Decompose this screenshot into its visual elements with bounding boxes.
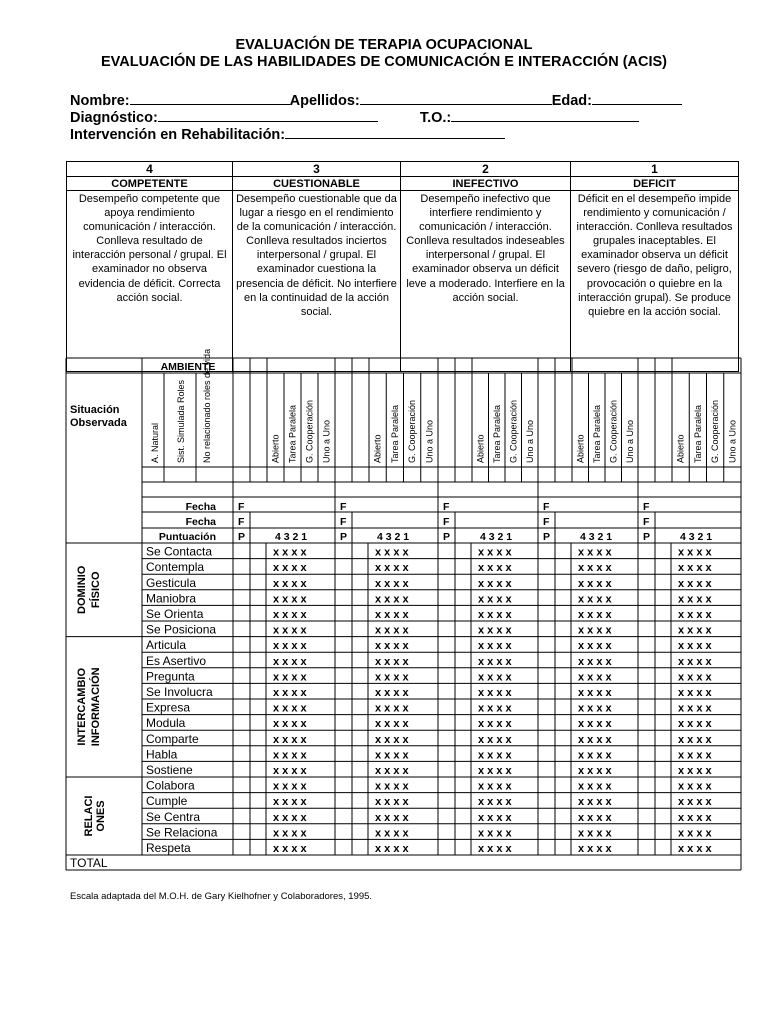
item-label: Es Asertivo [146,653,207,668]
item-x-marks[interactable]: x x x x [478,609,512,621]
item-x-marks[interactable]: x x x x [273,624,307,637]
item-x-marks[interactable]: x x x x [375,577,409,590]
scale-desc-deficit: Déficit en el desempeño impide rendimiento y comunicación / interacción. Conlleva resultados grupales inaceptables. El examinador observa un déficit severo (riesgo de daño, peligro, provocación o quiebre en la interacción grupal). Se produce quiebre en la acción social. [571,191,739,372]
ambiente-header: AMBIENTE [160,361,216,373]
item-x-marks[interactable]: x x x x [273,562,307,575]
situation-label: Abierto [475,434,486,463]
situation-label: Uno a Uno [624,419,635,463]
item-x-marks[interactable]: x x x x [578,733,612,746]
item-x-marks[interactable]: x x x x [578,780,612,793]
fecha-f-mark: F [443,516,450,528]
item-x-marks[interactable]: x x x x [273,609,307,621]
item-x-marks[interactable]: x x x x [273,796,307,809]
item-x-marks[interactable]: x x x x [273,780,307,793]
score-digits: 4 3 2 1 [680,531,713,543]
situation-label: Tarea Paralela [389,404,400,463]
situation-label: Tarea Paralela [692,404,703,463]
scale-level-deficit: DEFICIT [571,177,739,191]
item-x-marks[interactable]: x x x x [478,718,512,731]
item-label: Expresa [146,700,191,715]
situation-label: Abierto [270,434,281,463]
scale-level-competente: COMPETENTE [67,177,233,191]
situation-label: Tarea Paralela [287,404,298,463]
item-x-marks[interactable]: x x x x [375,702,409,715]
fecha-f-mark: F [643,516,650,528]
item-x-marks[interactable]: x x x x [478,562,512,575]
item-label: Habla [146,747,178,762]
item-x-marks[interactable]: x x x x [678,577,712,590]
nombre-label: Nombre: [70,93,130,109]
item-x-marks[interactable]: x x x x [375,671,409,684]
domain-label: INTERCAMBIO [76,667,88,746]
item-label: Se Orienta [146,607,204,621]
item-x-marks[interactable]: x x x x [273,843,307,855]
item-x-marks[interactable]: x x x x [273,593,307,606]
scale-desc-inefectivo: Desempeño inefectivo que interfiere rendimiento y comunicación / interacción. Conlleva resultados indeseables interpersonal / grupal. El examinador observa un déficit leve a moderado. Interfiere en la acción social. [401,191,571,372]
item-x-marks[interactable]: x x x x [375,827,409,840]
item-x-marks[interactable]: x x x x [478,843,512,855]
edad-label: Edad: [551,93,592,109]
item-x-marks[interactable]: x x x x [375,609,409,621]
situacion-label: Situación [70,404,120,416]
puntuacion-p-mark: P [543,531,551,543]
item-label: Se Contacta [146,544,213,559]
apellidos-label: Apellidos: [289,93,360,109]
item-x-marks[interactable]: x x x x [273,546,307,559]
situation-label: Tarea Paralela [591,404,602,463]
item-x-marks[interactable]: x x x x [678,733,712,746]
item-x-marks[interactable]: x x x x [578,827,612,840]
item-x-marks[interactable]: x x x x [678,546,712,559]
situation-label: Abierto [575,434,586,463]
item-label: Modula [146,716,186,731]
item-x-marks[interactable]: x x x x [678,702,712,715]
item-x-marks[interactable]: x x x x [375,843,409,855]
item-x-marks[interactable]: x x x x [678,640,712,653]
item-x-marks[interactable]: x x x x [375,593,409,606]
item-x-marks[interactable]: x x x x [375,733,409,746]
situation-label: Abierto [372,434,383,463]
item-x-marks[interactable]: x x x x [578,609,612,621]
item-label: Se Involucra [146,685,213,699]
puntuacion-label: Puntuación [158,531,216,543]
footer-note: Escala adaptada del M.O.H. de Gary Kielhofner y Colaboradores, 1995. [70,891,373,902]
item-x-marks[interactable]: x x x x [375,562,409,575]
puntuacion-p-mark: P [340,531,348,543]
fecha-f-mark: F [543,501,550,513]
item-x-marks[interactable]: x x x x [578,671,612,684]
item-x-marks[interactable]: x x x x [678,671,712,684]
item-label: Colabora [146,778,195,793]
item-label: Se Centra [146,809,201,824]
total-label: TOTAL [70,856,108,870]
puntuacion-p-mark: P [238,531,246,543]
scale-num-3: 3 [233,162,401,177]
item-x-marks[interactable]: x x x x [478,796,512,809]
item-label: Articula [146,638,187,653]
item-label: Se Relaciona [146,825,218,840]
item-x-marks[interactable]: x x x x [273,811,307,824]
item-x-marks[interactable]: x x x x [678,780,712,793]
fecha-f-mark: F [238,516,245,528]
fecha-label-2: Fecha [185,516,216,528]
item-x-marks[interactable]: x x x x [478,624,512,637]
item-x-marks[interactable]: x x x x [678,811,712,824]
item-x-marks[interactable]: x x x x [478,749,512,762]
scale-num-1: 1 [571,162,739,177]
item-x-marks[interactable]: x x x x [273,749,307,762]
item-x-marks[interactable]: x x x x [578,593,612,606]
ambiente-label: Sist. Simulada Roles [176,379,186,463]
situation-label: G. Cooperación [710,399,721,463]
item-x-marks[interactable]: x x x x [578,811,612,824]
puntuacion-p-mark: P [643,531,651,543]
item-x-marks[interactable]: x x x x [478,811,512,824]
item-x-marks[interactable]: x x x x [273,733,307,746]
item-x-marks[interactable]: x x x x [678,718,712,731]
fecha-f-mark: F [340,501,347,513]
item-x-marks[interactable]: x x x x [578,624,612,637]
item-x-marks[interactable]: x x x x [375,687,409,699]
scale-num-4: 4 [67,162,233,177]
item-x-marks[interactable]: x x x x [375,811,409,824]
domain-label: DOMINIO [76,565,88,614]
item-x-marks[interactable]: x x x x [678,749,712,762]
item-x-marks[interactable]: x x x x [273,655,307,668]
item-x-marks[interactable]: x x x x [478,671,512,684]
item-x-marks[interactable]: x x x x [578,796,612,809]
item-x-marks[interactable]: x x x x [478,546,512,559]
situation-label: Abierto [675,434,686,463]
item-label: Sostiene [146,763,193,777]
item-label: Respeta [146,841,191,855]
item-label: Se Posiciona [146,622,217,637]
to-label: T.O.: [419,110,452,126]
item-x-marks[interactable]: x x x x [478,640,512,653]
score-digits: 4 3 2 1 [377,531,410,543]
item-x-marks[interactable]: x x x x [273,671,307,684]
item-x-marks[interactable]: x x x x [578,577,612,590]
item-x-marks[interactable]: x x x x [375,780,409,793]
item-x-marks[interactable]: x x x x [578,655,612,668]
domain-label: ONES [95,800,107,832]
item-x-marks[interactable]: x x x x [678,593,712,606]
ambiente-label: No relacionado roles de vida [202,348,212,463]
fecha-f-mark: F [543,516,550,528]
item-x-marks[interactable]: x x x x [478,577,512,590]
situation-label: Uno a Uno [524,419,535,463]
situation-label: Uno a Uno [424,419,435,463]
item-x-marks[interactable]: x x x x [678,827,712,840]
item-x-marks[interactable]: x x x x [273,827,307,840]
item-label: Maniobra [146,591,197,606]
item-label: Pregunta [146,669,195,684]
item-x-marks[interactable]: x x x x [478,702,512,715]
fecha-f-mark: F [643,501,650,513]
fecha-f-mark: F [340,516,347,528]
fecha-f-mark: F [238,501,245,513]
item-x-marks[interactable]: x x x x [478,827,512,840]
situation-label: G. Cooperación [608,399,619,463]
item-x-marks[interactable]: x x x x [678,843,712,855]
item-x-marks[interactable]: x x x x [478,780,512,793]
item-x-marks[interactable]: x x x x [578,718,612,731]
item-x-marks[interactable]: x x x x [578,546,612,559]
item-x-marks[interactable]: x x x x [678,655,712,668]
item-x-marks[interactable]: x x x x [273,687,307,699]
item-x-marks[interactable]: x x x x [478,765,512,777]
situation-label: Tarea Paralela [491,404,502,463]
fecha-label-1: Fecha [185,501,216,513]
item-x-marks[interactable]: x x x x [678,765,712,777]
item-x-marks[interactable]: x x x x [375,749,409,762]
scale-desc-competente: Desempeño competente que apoya rendimiento comunicación / interacción. Conlleva resultado de interacción personal / grupal. El examinador no observa evidencia de déficit. Correcta acción social. [67,191,233,372]
score-digits: 4 3 2 1 [480,531,513,543]
item-label: Contempla [146,560,205,575]
scale-level-cuestionable: CUESTIONABLE [233,177,401,191]
item-x-marks[interactable]: x x x x [273,765,307,777]
domain-label: FÍSICO [90,571,102,609]
score-digits: 4 3 2 1 [580,531,613,543]
item-x-marks[interactable]: x x x x [678,796,712,809]
item-x-marks[interactable]: x x x x [375,718,409,731]
item-x-marks[interactable]: x x x x [478,593,512,606]
scale-desc-cuestionable: Desempeño cuestionable que da lugar a riesgo en el rendimiento de la comunicación / interacción. Conlleva resultados inciertos interpersonal / grupal. El examinador cuestiona la presencia de déficit. No interfiere en la continuidad de la acción social. [233,191,401,372]
item-x-marks[interactable]: x x x x [478,655,512,668]
item-x-marks[interactable]: x x x x [478,733,512,746]
intervencion-label: Intervención en Rehabilitación: [70,127,286,143]
item-x-marks[interactable]: x x x x [375,546,409,559]
scale-num-2: 2 [401,162,571,177]
title-line-2: EVALUACIÓN DE LAS HABILIDADES DE COMUNICACIÓN E INTERACCIÓN (ACIS) [100,54,668,70]
item-x-marks[interactable]: x x x x [678,624,712,637]
item-x-marks[interactable]: x x x x [578,562,612,575]
item-x-marks[interactable]: x x x x [375,624,409,637]
situation-label: G. Cooperación [508,399,519,463]
item-x-marks[interactable]: x x x x [678,562,712,575]
situation-label: Uno a Uno [321,419,332,463]
diagnostico-label: Diagnóstico: [70,110,158,126]
item-x-marks[interactable]: x x x x [375,796,409,809]
item-label: Gesticula [146,575,197,590]
item-x-marks[interactable]: x x x x [678,609,712,621]
item-x-marks[interactable]: x x x x [578,765,612,777]
situation-label: G. Cooperación [304,399,315,463]
item-x-marks[interactable]: x x x x [578,640,612,653]
domain-label: RELACI [83,795,95,837]
ambiente-label: A. Natural [150,422,160,463]
fecha-f-mark: F [443,501,450,513]
item-x-marks[interactable]: x x x x [273,640,307,653]
item-x-marks[interactable]: x x x x [273,718,307,731]
item-x-marks[interactable]: x x x x [578,702,612,715]
item-label: Cumple [146,794,188,809]
situation-label: Uno a Uno [727,419,738,463]
situation-label: G. Cooperación [407,399,418,463]
item-x-marks[interactable]: x x x x [578,687,612,699]
item-label: Comparte [146,731,199,746]
item-x-marks[interactable]: x x x x [478,687,512,699]
item-x-marks[interactable]: x x x x [578,749,612,762]
scale-level-inefectivo: INEFECTIVO [401,177,571,191]
item-x-marks[interactable]: x x x x [375,765,409,777]
item-x-marks[interactable]: x x x x [375,655,409,668]
item-x-marks[interactable]: x x x x [375,640,409,653]
domain-label: INFORMACIÓN [90,667,102,747]
situacion-label: Observada [70,417,127,429]
item-x-marks[interactable]: x x x x [273,702,307,715]
item-x-marks[interactable]: x x x x [273,577,307,590]
title-line-1: EVALUACIÓN DE TERAPIA OCUPACIONAL [235,37,533,53]
puntuacion-p-mark: P [443,531,451,543]
item-x-marks[interactable]: x x x x [678,687,712,699]
item-x-marks[interactable]: x x x x [578,843,612,855]
score-digits: 4 3 2 1 [275,531,308,543]
